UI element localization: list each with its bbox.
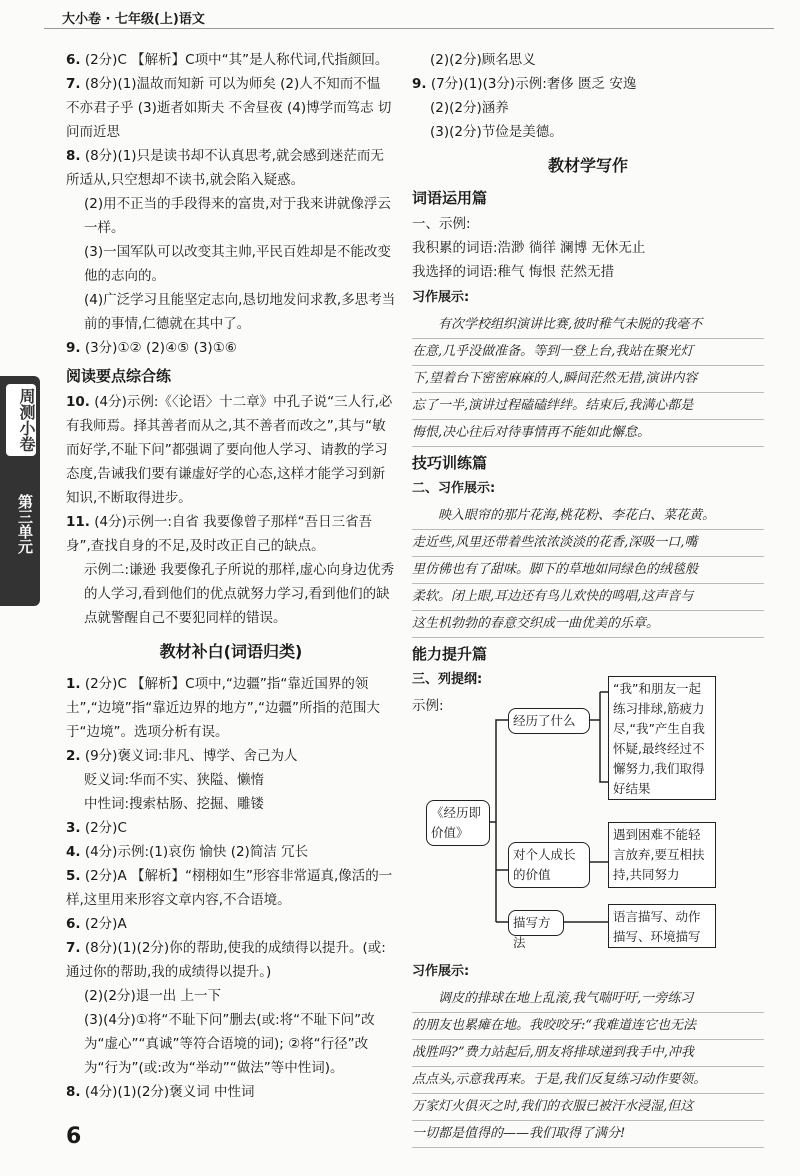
answer-text: (3分)①② (2)④⑤ (3)①⑥: [84, 340, 237, 356]
show-label-1: 习作展示:: [412, 290, 470, 305]
supplement-title: 教材补白(词语归类): [159, 642, 303, 661]
answer-text: (2)(2分)顾名思义: [430, 52, 536, 68]
answer-text: (2分)C: [84, 820, 127, 836]
answer-number: 5.: [66, 868, 81, 884]
answer-text: (2分)C 【解析】C项中,“边疆”指“靠近国界的领土”,“边境”指“靠近边界的地方”,“边疆”所指的范围大于“边境”。选项分析有误。: [66, 676, 381, 740]
answer-item: [66, 240, 396, 288]
answer-text: 贬义词:华而不实、狭隘、懒惰: [84, 772, 265, 788]
mindmap-branch-1-detail: “我”和朋友一起练习排球,筋疲力尽,“我”产生自我怀疑,最终经过不懈努力,我们取得好结果: [608, 676, 716, 800]
essay-line: 走近些,风里还带着些浓浓淡淡的花香,深吸一口,嘴: [412, 530, 764, 557]
answer-text: (9分)褒义词:非凡、博学、舍己为人: [84, 748, 298, 764]
answer-item: [66, 72, 396, 144]
answer-item: [66, 840, 396, 864]
mindmap-branch-2: 对个人成长的价值: [508, 842, 590, 888]
answer-number: 2.: [66, 748, 81, 764]
essay-line: 有次学校组织演讲比赛,彼时稚气未脱的我毫不: [412, 312, 764, 339]
answer-item: [66, 768, 396, 792]
answer-number: 7.: [66, 940, 81, 956]
essay-1: [412, 312, 764, 447]
answer-item: [66, 1080, 396, 1104]
essay-line: 的朋友也累瘫在地。我咬咬牙:“我难道连它也无法: [412, 1013, 764, 1040]
answer-number: 8.: [66, 148, 81, 164]
answer-item: [66, 984, 396, 1008]
answer-item: [412, 96, 764, 120]
answer-item: [66, 192, 396, 240]
essay-line: 忘了一半,演讲过程磕磕绊绊。结束后,我满心都是: [412, 393, 764, 420]
skill-heading: 技巧训练篇: [412, 454, 488, 472]
answer-item: [66, 672, 396, 744]
mindmap-branch-1: 经历了什么: [508, 708, 590, 734]
answer-number: 9.: [412, 76, 427, 92]
essay-line: 柔软。闭上眼,耳边还有鸟儿欢快的鸣唱,这声音与: [412, 584, 764, 611]
answer-number: 4.: [66, 844, 81, 860]
answer-number: 11.: [66, 514, 90, 530]
answer-text: (2分)A: [84, 916, 127, 932]
answer-text: (2)用不正当的手段得来的富贵,对于我来讲就像浮云一样。: [84, 196, 391, 236]
answer-number: 7.: [66, 76, 81, 92]
answer-number: 6.: [66, 916, 81, 932]
answer-number: 3.: [66, 820, 81, 836]
answer-item: [66, 1008, 396, 1080]
essay-line: 里仿佛也有了甜味。脚下的草地如同绿色的绒毯般: [412, 557, 764, 584]
answer-text: (3)(4分)①将“不耻下问”删去(或:将“不耻下问”改为“虚心”“真诚”等符合语境的词); ②将“行径”改为“行为”(或:改为“举动”“做法”等中性词)。: [84, 1012, 375, 1076]
answer-item: [66, 510, 396, 558]
answer-text: (4分)示例一:自省 我要像曾子那样“吾日三省吾身”,查找自身的不足,及时改正自己的缺点。: [66, 514, 373, 554]
outline-mindmap: [412, 672, 764, 952]
page-number: 6: [66, 1124, 82, 1149]
essay-line: 万家灯火俱灭之时,我们的衣服已被汗水浸湿,但这: [412, 1094, 764, 1121]
answer-text: (2)(2分)退一出 上一下: [84, 988, 222, 1004]
answer-item: [412, 48, 764, 72]
answer-text: (4分)(1)(2分)褒义词 中性词: [84, 1084, 255, 1100]
essay-line: 下,望着台下密密麻麻的人,瞬间茫然无措,演讲内容: [412, 366, 764, 393]
answer-text: (2分)C 【解析】C项中“其”是人称代词,代指颜回。: [84, 52, 389, 68]
vocab-line-0: 一、示例:: [412, 216, 471, 232]
essay-line: 映入眼帘的那片花海,桃花粉、李花白、菜花黄。: [412, 503, 764, 530]
skill-sub: 二、习作展示:: [412, 481, 496, 496]
side-tab-bottom: 第三单元: [16, 494, 34, 554]
answer-item: [412, 120, 764, 144]
answer-text: (8分)(1)只是读书却不认真思考,就会感到迷茫而无所适从,只空想却不读书,就会陷入疑惑。: [66, 148, 384, 188]
side-tab-top: 周测小卷: [6, 384, 36, 456]
essay-line: 调皮的排球在地上乱滚,我气喘吁吁,一旁练习: [412, 986, 764, 1013]
answer-item: [66, 936, 396, 984]
answer-text: (3)(2分)节俭是美德。: [430, 124, 563, 140]
answer-number: 1.: [66, 676, 81, 692]
essay-line: 这生机勃勃的春意交织成一曲优美的乐章。: [412, 611, 764, 638]
essay-line: 点点头,示意我再来。于是,我们反复练习动作要领。: [412, 1067, 764, 1094]
answer-text: 中性词:搜索枯肠、挖掘、雕镂: [84, 796, 265, 812]
side-tab: [0, 376, 40, 606]
vocab-heading: 词语运用篇: [412, 189, 488, 207]
answer-item: [66, 864, 396, 912]
answer-item: [66, 744, 396, 768]
answer-text: (4分)示例:《〈论语〉十二章》中孔子说“三人行,必有我师焉。择其善者而从之,其不善者而改之”,其与“敏而好学,不耻下问”都强调了要向他人学习、请教的学习态度,告诫我们要有谦虚好学的心态,这样才能学习到新知识,不断取得进步。: [66, 394, 393, 506]
answer-text: (2分)A 【解析】“栩栩如生”形容非常逼真,像活的一样,这里用来形容文章内容,不合语境。: [66, 868, 393, 908]
answer-item: [66, 48, 396, 72]
mindmap-branch-2-detail: 遇到困难不能轻言放弃,要互相扶持,共同努力: [608, 822, 716, 888]
essay-3: [412, 986, 764, 1148]
reading-heading: 阅读要点综合练: [66, 367, 172, 385]
ability-sub: 三、列提纲:: [412, 672, 483, 687]
answer-item: [66, 912, 396, 936]
ability-heading: 能力提升篇: [412, 645, 488, 663]
answer-number: 9.: [66, 340, 81, 356]
writing-title: 教材学写作: [547, 156, 628, 175]
right-column-bottom: [412, 958, 764, 1148]
answer-text: (8分)(1)(2分)你的帮助,使我的成绩得以提升。(或:通过你的帮助,我的成绩得以提升。): [66, 940, 386, 980]
mindmap-branch-3-detail: 语言描写、动作描写、环境描写: [608, 904, 716, 948]
answer-item: [66, 558, 396, 630]
essay-line: 战胜吗?”费力站起后,朋友将排球递到我手中,冲我: [412, 1040, 764, 1067]
answer-item: [66, 792, 396, 816]
header-divider: [44, 28, 774, 29]
essay-line: 在意,几乎没做准备。等到一登上台,我站在聚光灯: [412, 339, 764, 366]
answer-item: [66, 288, 396, 336]
mindmap-branch-3: 描写方法: [508, 910, 564, 936]
vocab-line-1: 我积累的词语:浩渺 徜徉 澜博 无休无止: [412, 240, 646, 256]
answer-text: 示例二:谦逊 我要像孔子所说的那样,虚心向身边优秀的人学习,看到他们的优点就努力学习,看到他们的缺点就警醒自己不要犯同样的错误。: [84, 562, 395, 626]
mindmap-root: 《经历即价值》: [426, 800, 490, 846]
answer-item: [412, 72, 764, 96]
answer-text: (8分)(1)温故而知新 可以为师矣 (2)人不知而不愠 不亦君子乎 (3)逝者如斯夫 不舍昼夜 (4)博学而笃志 切问而近思: [66, 76, 392, 140]
example-label: 示例:: [412, 698, 444, 714]
answer-text: (4)广泛学习且能坚定志向,恳切地发问求教,多思考当前的事情,仁德就在其中了。: [84, 292, 396, 332]
answer-text: (3)一国军队可以改变其主帅,平民百姓却是不能改变他的志向的。: [84, 244, 391, 284]
vocab-line-2: 我选择的词语:稚气 悔恨 茫然无措: [412, 264, 615, 280]
essay-line: 一切都是值得的——我们取得了满分!: [412, 1121, 764, 1148]
answer-number: 8.: [66, 1084, 81, 1100]
right-column: [412, 48, 764, 718]
answer-number: 6.: [66, 52, 81, 68]
answer-item: [66, 390, 396, 510]
answer-item: [66, 816, 396, 840]
answer-item: [66, 144, 396, 192]
show-label-2: 习作展示:: [412, 964, 470, 979]
running-header: 大小卷 · 七年级(上)语文: [62, 12, 205, 27]
answer-text: (7分)(1)(3分)示例:奢侈 匮乏 安逸: [430, 76, 637, 92]
essay-line: 悔恨,决心往后对待事情再不能如此懈怠。: [412, 420, 764, 447]
left-column: [66, 48, 396, 1104]
answer-text: (4分)示例:(1)哀伤 愉快 (2)简洁 冗长: [84, 844, 309, 860]
answer-number: 10.: [66, 394, 90, 410]
essay-2: [412, 503, 764, 638]
answer-item: [66, 336, 396, 360]
answer-text: (2)(2分)涵养: [430, 100, 509, 116]
